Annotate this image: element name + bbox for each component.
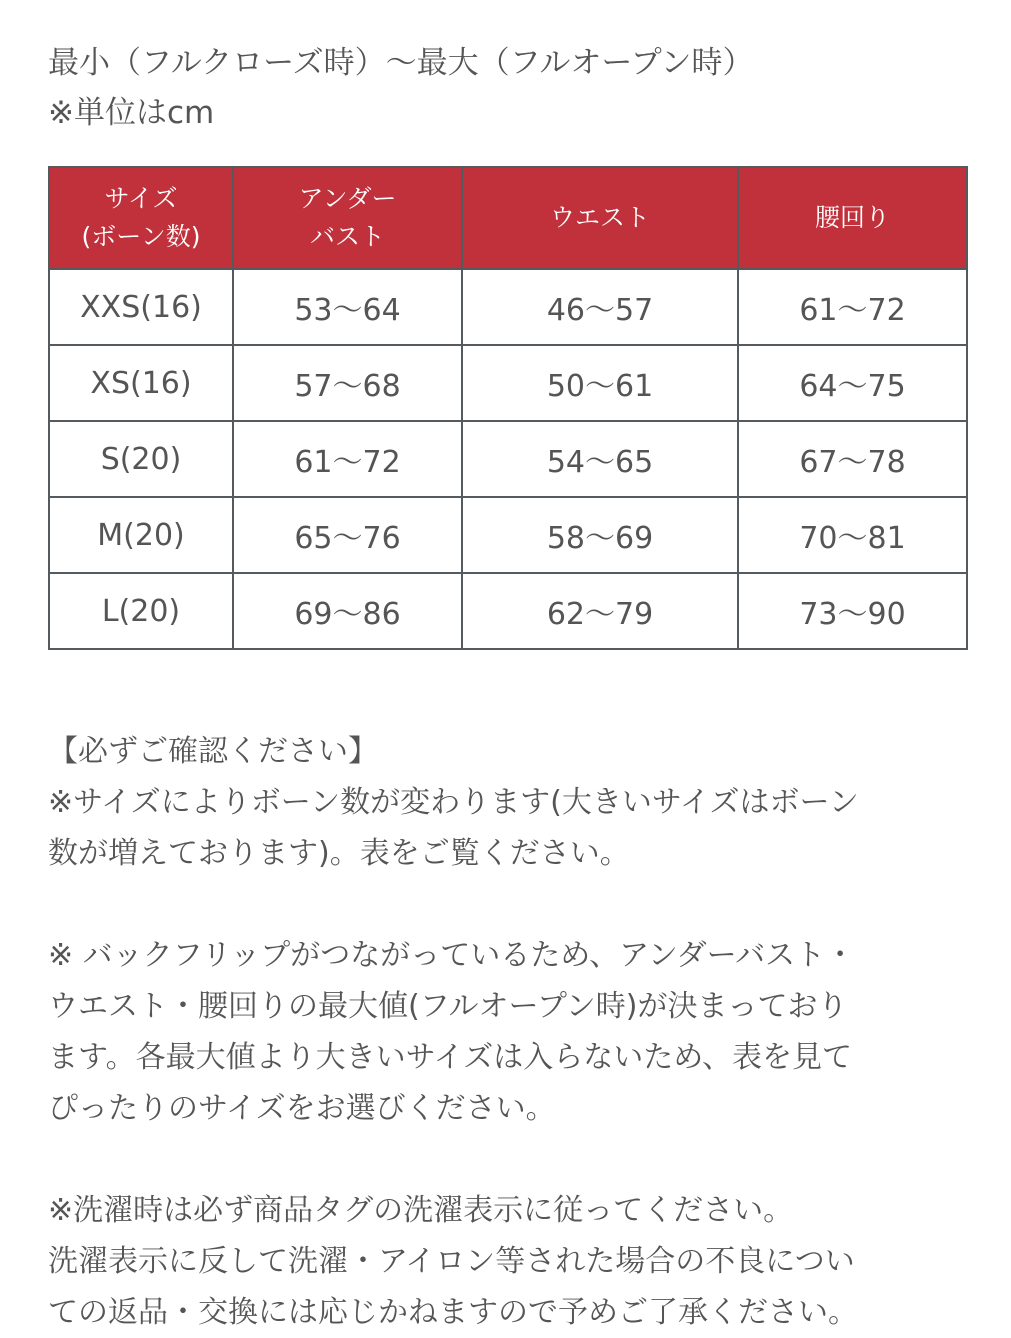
header-size-line1: サイズ (104, 184, 178, 213)
cell-waist: 46〜57 (462, 269, 738, 345)
cell-size: S(20) (49, 421, 233, 497)
note-washing-line3: ての返品・交換には応じかねますので予めご了承ください。 (48, 1295, 858, 1330)
header-underbust-line1: アンダー (298, 184, 397, 213)
cell-hip: 70〜81 (738, 497, 967, 573)
cell-size: XXS(16) (49, 269, 233, 345)
size-chart-table (48, 166, 968, 650)
cell-underbust: 57〜68 (233, 345, 462, 421)
spacer (48, 879, 859, 930)
note-bone-line1: ※サイズによりボーン数が変わります(大きいサイズはボーン (48, 785, 859, 820)
header-waist: ウエスト (462, 167, 738, 269)
header-hip: 腰回り (738, 167, 967, 269)
header-underbust (233, 167, 462, 269)
table-row (49, 573, 967, 649)
cell-size: M(20) (49, 497, 233, 573)
cell-underbust: 69〜86 (233, 573, 462, 649)
notes-section (48, 726, 859, 1338)
cell-size: L(20) (49, 573, 233, 649)
cell-underbust: 65〜76 (233, 497, 462, 573)
cell-underbust: 53〜64 (233, 269, 462, 345)
table-row (49, 269, 967, 345)
cell-waist: 58〜69 (462, 497, 738, 573)
cell-waist: 50〜61 (462, 345, 738, 421)
cell-underbust: 61〜72 (233, 421, 462, 497)
note-washing-line1: ※洗濯時は必ず商品タグの洗濯表示に従ってください。 (48, 1193, 794, 1228)
cell-waist: 62〜79 (462, 573, 738, 649)
table-row (49, 497, 967, 573)
cell-size: XS(16) (49, 345, 233, 421)
cell-hip: 67〜78 (738, 421, 967, 497)
table-header-row (49, 167, 967, 269)
header-size-line2: (ボーン数) (81, 222, 201, 251)
spacer (48, 1134, 859, 1185)
note-washing-line2: 洗濯表示に反して洗濯・アイロン等された場合の不良につい (48, 1244, 855, 1279)
note-bone-line2: 数が増えております)。表をご覧ください。 (48, 836, 630, 871)
note-backflip-line3: ます。各最大値より大きいサイズは入らないため、表を見て (48, 1040, 852, 1075)
table-row (49, 345, 967, 421)
cell-hip: 64〜75 (738, 345, 967, 421)
table-row (49, 421, 967, 497)
header-size (49, 167, 233, 269)
cell-waist: 54〜65 (462, 421, 738, 497)
note-backflip-line1: ※ バックフリップがつながっているため、アンダーバスト・ (48, 938, 856, 973)
note-backflip-line2: ウエスト・腰回りの最大値(フルオープン時)が決まっており (48, 989, 848, 1024)
notes-heading: 【必ずご確認ください】 (48, 734, 378, 769)
cell-hip: 61〜72 (738, 269, 967, 345)
intro-text (48, 38, 754, 138)
note-backflip-line4: ぴったりのサイズをお選びください。 (48, 1091, 556, 1126)
header-underbust-line2: バスト (309, 222, 385, 251)
unit-note: ※単位はcm (48, 95, 215, 131)
measurement-range-note: 最小（フルクローズ時）〜最大（フルオープン時） (48, 45, 754, 81)
cell-hip: 73〜90 (738, 573, 967, 649)
